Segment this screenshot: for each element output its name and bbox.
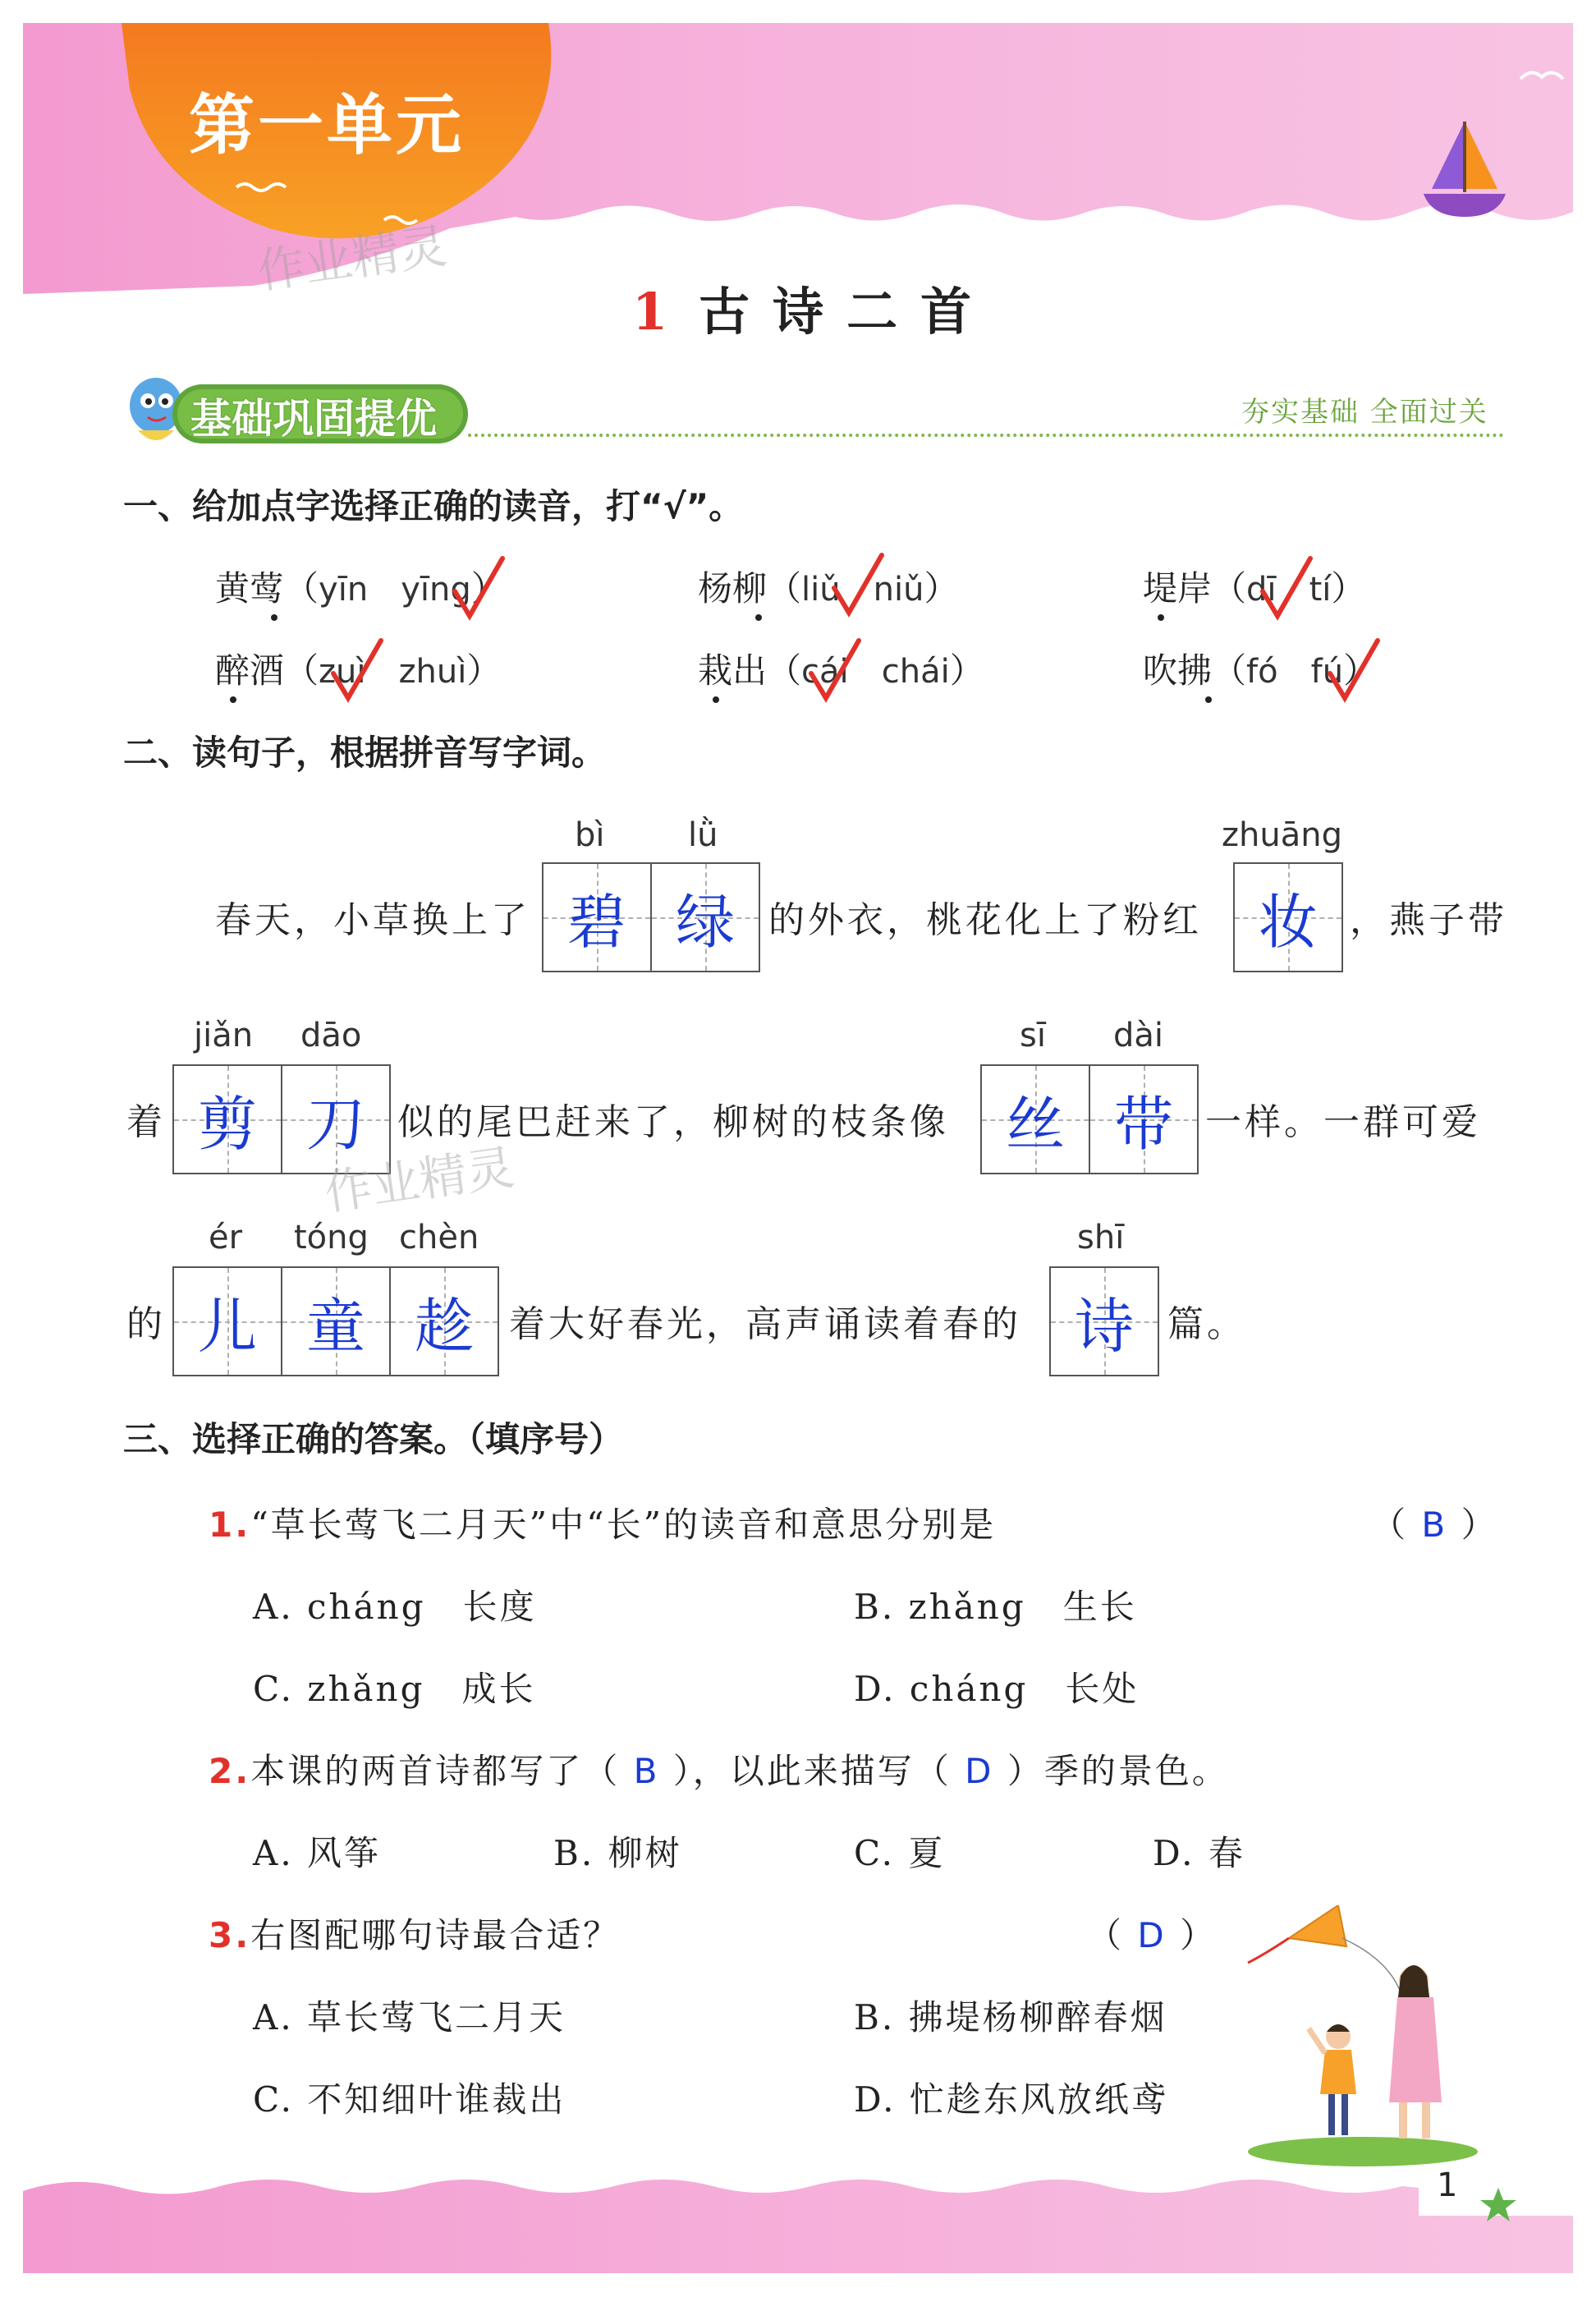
q1-item-2-opt2: niǔ bbox=[873, 571, 924, 609]
emphasis-dot bbox=[755, 614, 762, 621]
pinyin-si: sī bbox=[1020, 1017, 1046, 1054]
q3-s3-answer: （ D ） bbox=[1087, 1915, 1218, 1955]
q3-s3-option-a: A. 草长莺飞二月天 bbox=[253, 1997, 566, 2037]
pinyin-dai: dài bbox=[1113, 1017, 1164, 1054]
kite-flying-illustration bbox=[1240, 1905, 1486, 2168]
emphasis-dot bbox=[1158, 614, 1164, 621]
answer-cell: 刀 bbox=[282, 1066, 389, 1173]
answer-cell: 儿 bbox=[174, 1268, 282, 1375]
answer-grid-1 bbox=[542, 862, 760, 972]
q3-s3-option-d: D. 忙趁东风放纸鸢 bbox=[854, 2079, 1168, 2120]
answer-cell: 趁 bbox=[391, 1268, 498, 1375]
q2-line1-b: 的外衣，桃花化上了粉红 bbox=[768, 899, 1202, 941]
q2-line1-a: 春天，小草换上了 bbox=[215, 899, 530, 941]
answer-cell: 诗 bbox=[1051, 1268, 1158, 1375]
q3-s2-number: 2. bbox=[209, 1751, 251, 1791]
q3-s1-option-b: B. zhǎng 生长 bbox=[854, 1587, 1137, 1627]
answer-cell: 绿 bbox=[652, 864, 759, 971]
q2-line2-b: 似的尾巴赶来了，柳树的枝条像 bbox=[397, 1101, 949, 1143]
page-number: 1 bbox=[1437, 2166, 1458, 2204]
pinyin-dao: dāo bbox=[300, 1017, 362, 1054]
answer-grid-5 bbox=[172, 1266, 499, 1376]
q3-s3-answer-value: D bbox=[1137, 1915, 1167, 1955]
q3-s2-answer-1: B bbox=[633, 1751, 660, 1791]
pinyin-shi: shī bbox=[1077, 1219, 1125, 1256]
q1-item-2: 杨柳（liǔ niǔ） bbox=[698, 568, 959, 609]
pinyin-er: ér bbox=[209, 1219, 243, 1256]
q3-s1-option-d: D. cháng 长处 bbox=[854, 1669, 1140, 1709]
sailboat-icon bbox=[1415, 113, 1514, 228]
lesson-title bbox=[632, 271, 994, 344]
answer-cell: 带 bbox=[1090, 1066, 1197, 1173]
q3-s3-option-b: B. 拂堤杨柳醉春烟 bbox=[854, 1997, 1167, 2037]
q2-heading: 二、读句子，根据拼音写字词。 bbox=[123, 733, 607, 773]
answer-grid-2 bbox=[1233, 862, 1343, 972]
watermark: 作业精灵 bbox=[254, 218, 451, 300]
q2-line3-a: 的 bbox=[126, 1303, 166, 1345]
q3-s2-option-a: A. 风筝 bbox=[253, 1833, 382, 1873]
emphasis-dot bbox=[271, 614, 277, 621]
q2-line2-a: 着 bbox=[126, 1101, 166, 1143]
q3-heading: 三、选择正确的答案。（填序号） bbox=[123, 1419, 624, 1459]
bird-icon bbox=[1517, 62, 1566, 87]
q1-item-5-opt2: chái bbox=[881, 653, 950, 691]
pinyin-chen: chèn bbox=[399, 1219, 479, 1256]
check-mark-icon bbox=[806, 637, 864, 703]
pinyin-bi: bì bbox=[575, 816, 605, 854]
answer-cell: 碧 bbox=[543, 864, 652, 971]
q3-s3-stem bbox=[209, 1909, 620, 1958]
dotted-divider bbox=[468, 434, 1504, 437]
q3-s1-option-a: A. cháng 长度 bbox=[253, 1587, 537, 1627]
q1-item-1: 黄莺（yīn yīng） bbox=[215, 568, 506, 609]
check-mark-icon bbox=[1325, 637, 1383, 703]
q1-item-4-opt1: zuì bbox=[319, 653, 366, 691]
q1-item-2-word: 杨柳 bbox=[698, 568, 768, 609]
answer-cell: 妆 bbox=[1235, 864, 1341, 971]
lesson-number: 1 bbox=[632, 282, 668, 342]
q3-s1-stem bbox=[209, 1498, 996, 1547]
q1-item-6-word: 吹拂 bbox=[1143, 650, 1213, 691]
answer-grid-6 bbox=[1049, 1266, 1159, 1376]
q1-item-1-opt2: yīng bbox=[401, 571, 471, 609]
q1-item-2-opt1: liǔ bbox=[801, 571, 841, 609]
q1-item-4-word: 醉酒 bbox=[215, 650, 285, 691]
answer-cell: 丝 bbox=[982, 1066, 1090, 1173]
q1-heading: 一、给加点字选择正确的读音，打“√”。 bbox=[123, 486, 744, 526]
q3-s3-text: 右图配哪句诗最合适？ bbox=[250, 1915, 621, 1955]
q3-s2-stem: 2.本课的两首诗都写了（ B ），以此来描写（ D ）季的景色。 bbox=[209, 1751, 1229, 1791]
answer-grid-3 bbox=[172, 1064, 391, 1174]
pinyin-tong: tóng bbox=[294, 1219, 369, 1256]
q1-item-6-opt1: fó bbox=[1246, 653, 1278, 691]
q3-s1-number: 1. bbox=[209, 1505, 251, 1545]
q1-item-3-word: 堤岸 bbox=[1143, 568, 1213, 609]
answer-cell: 剪 bbox=[174, 1066, 282, 1173]
q1-item-5-opt1: cái bbox=[801, 653, 849, 691]
check-mark-icon bbox=[829, 552, 887, 618]
q3-s3-option-c: C. 不知细叶谁裁出 bbox=[253, 2079, 566, 2120]
q2-line3-c: 篇。 bbox=[1167, 1303, 1246, 1345]
answer-grid-4 bbox=[980, 1064, 1199, 1174]
section-slogan: 夯实基础 全面过关 bbox=[1241, 396, 1488, 429]
q2-line1-c: ，燕子带 bbox=[1350, 899, 1507, 941]
unit-title: 第一单元 bbox=[189, 87, 465, 163]
section-banner-title: 基础巩固提优 bbox=[190, 395, 437, 443]
q2-line3-b: 着大好春光，高声诵读着春的 bbox=[509, 1303, 1021, 1345]
q1-item-5-word: 栽出 bbox=[698, 650, 768, 691]
check-mark-icon bbox=[1258, 555, 1315, 621]
q3-s3-number: 3. bbox=[209, 1915, 251, 1955]
q1-item-4: 醉酒（zuì zhuì） bbox=[215, 650, 502, 691]
q1-item-6-opt2: fú bbox=[1310, 653, 1344, 691]
q3-s2-option-d: D. 春 bbox=[1153, 1833, 1245, 1873]
q3-s1-answer-value: B bbox=[1421, 1505, 1448, 1545]
q1-item-1-opt1: yīn bbox=[319, 571, 369, 609]
emphasis-dot bbox=[713, 696, 719, 703]
pinyin-jian: jiǎn bbox=[194, 1017, 254, 1054]
q1-item-5: 栽出（cái chái） bbox=[698, 650, 984, 691]
footer-background bbox=[23, 2158, 1573, 2273]
q3-s2-option-c: C. 夏 bbox=[854, 1833, 946, 1873]
q1-item-4-opt2: zhuì bbox=[398, 653, 467, 691]
pinyin-zhuang: zhuāng bbox=[1222, 816, 1342, 854]
q2-line2-c: 一样。一群可爱 bbox=[1205, 1101, 1481, 1143]
lesson-name: 古诗二首 bbox=[699, 282, 995, 342]
q1-item-3-opt2: tí bbox=[1309, 571, 1332, 609]
star-icon bbox=[1478, 2184, 1519, 2226]
q1-item-3-opt1: dī bbox=[1246, 571, 1277, 609]
q3-s2-answer-2: D bbox=[965, 1751, 994, 1791]
emphasis-dot bbox=[230, 696, 236, 703]
q1-item-6: 吹拂（fó fú） bbox=[1143, 650, 1378, 691]
q3-s1-option-c: C. zhǎng 成长 bbox=[253, 1669, 536, 1709]
answer-cell: 童 bbox=[282, 1268, 391, 1375]
pinyin-lv: lǜ bbox=[688, 816, 718, 854]
q1-item-3: 堤岸（dī tí） bbox=[1143, 568, 1366, 609]
q3-s2-option-b: B. 柳树 bbox=[553, 1833, 682, 1873]
watermark: 作业精灵 bbox=[321, 1139, 518, 1221]
emphasis-dot bbox=[1205, 696, 1212, 703]
check-mark-icon bbox=[450, 555, 507, 621]
check-mark-icon bbox=[328, 637, 386, 703]
q1-item-1-word: 黄莺 bbox=[215, 568, 285, 609]
q3-s1-text: “草长莺飞二月天”中“长”的读音和意思分别是 bbox=[250, 1505, 997, 1545]
q3-s1-answer: （ B ） bbox=[1371, 1505, 1498, 1545]
